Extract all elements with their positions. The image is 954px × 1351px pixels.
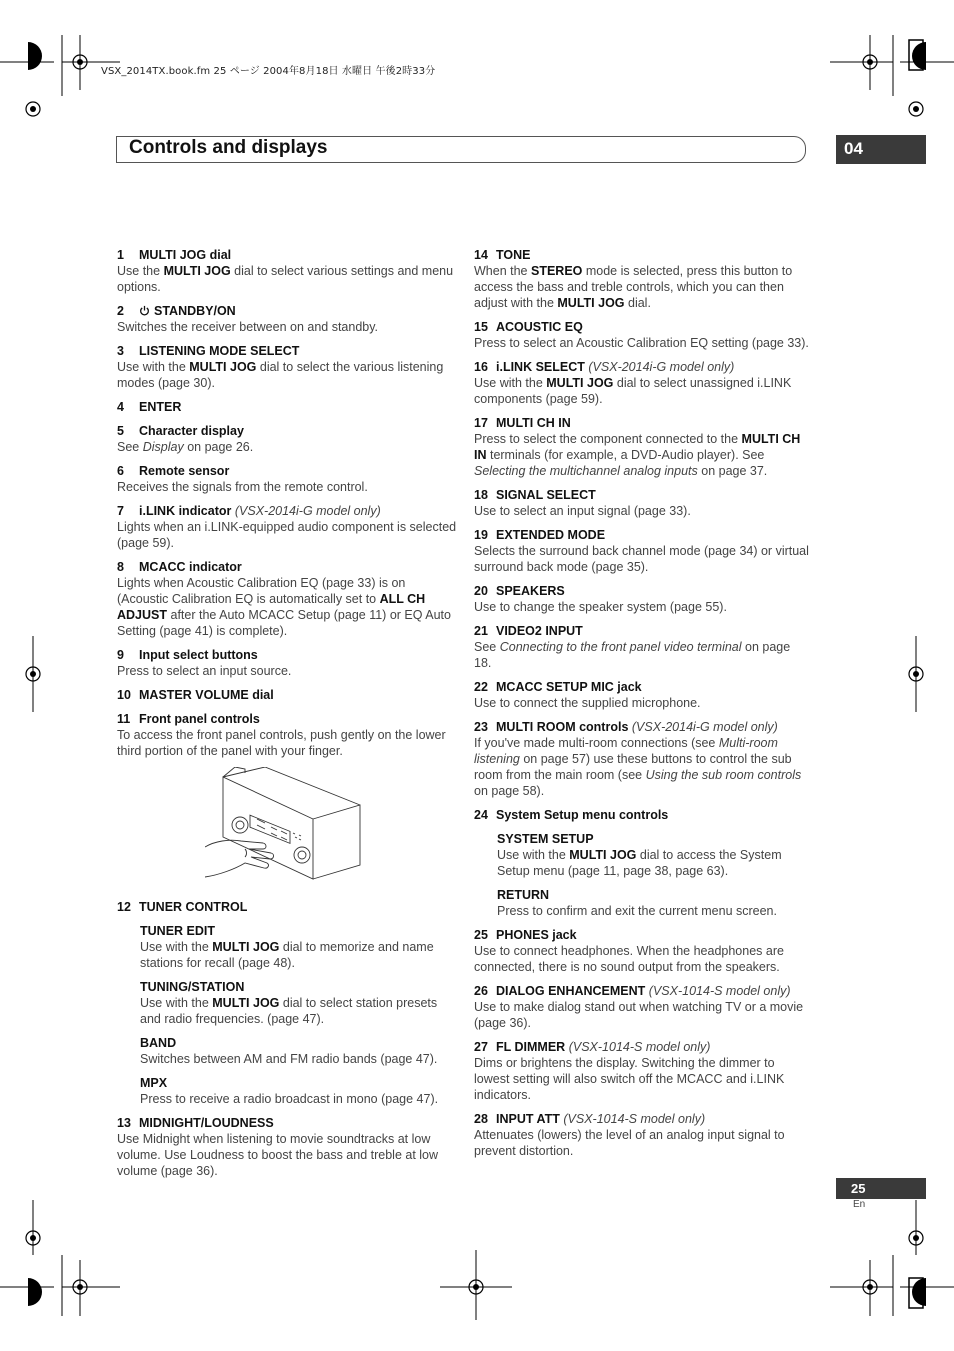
item-body: Use to connect the supplied microphone. [474,696,701,710]
item-body: Use Midnight when listening to movie soundtracks at low volume. Use Loudness to boost the bass and treble at low volume (page 36). [117,1132,439,1178]
list-item [474,1111,809,1159]
item-body: Use to make dialog stand out when watching TV or a movie (page 36). [474,1000,804,1030]
item-body: To access the front panel controls, push gently on the lower third portion of the panel with your finger. [117,728,446,758]
item-heading: Input select buttons [139,648,258,662]
sub-item [140,1035,457,1067]
sub-item-body: Use with the MULTI JOG dial to access the System Setup menu (page 11, page 38, page 63). [497,848,782,878]
item-heading: MCACC indicator [139,560,242,574]
sub-item [497,831,809,879]
item-number: 23 [474,720,488,734]
list-item [474,247,809,311]
item-number: 17 [474,416,488,430]
item-body: Use to change the speaker system (page 55). [474,600,727,614]
item-heading: STANDBY/ON [154,304,236,318]
item-heading: ACOUSTIC EQ [496,320,583,334]
list-item [117,559,457,639]
item-number: 5 [117,424,124,438]
list-item [117,711,457,759]
item-body: Dims or brightens the display. Switching the dimmer to lowest setting will also switch off the MCACC and i.LINK indicators. [474,1056,785,1102]
item-number: 18 [474,488,488,502]
item-body: Attenuates (lowers) the level of an analog input signal to prevent distortion. [474,1128,785,1158]
item-number: 26 [474,984,488,998]
sub-item-body: Switches between AM and FM radio bands (page 47). [140,1052,438,1066]
model-note: (VSX-2014i-G model only) [588,360,735,374]
item-heading: TUNER CONTROL [139,900,248,914]
standby-icon [139,305,150,316]
item-heading: Character display [139,424,244,438]
item-number: 1 [117,248,124,262]
list-item [117,647,457,679]
sub-item-heading: TUNER EDIT [140,924,215,938]
item-body: Use with the MULTI JOG dial to select unassigned i.LINK components (page 59). [474,376,792,406]
item-number: 28 [474,1112,488,1126]
item-body: Press to select an Acoustic Calibration EQ setting (page 33). [474,336,809,350]
item-number: 14 [474,248,488,262]
model-note: (VSX-2014i-G model only) [234,504,381,518]
list-item [474,359,809,407]
list-item [117,463,457,495]
item-body: If you've made multi-room connections (see Multi-room listening on page 57) use these buttons to control the sub room from the main room (see Using the sub room controls on page 58). [474,736,802,798]
item-heading: i.LINK indicator [139,504,232,518]
item-body: See Display on page 26. [117,440,254,454]
item-number: 6 [117,464,124,478]
list-item [474,679,809,711]
item-body: Use the MULTI JOG dial to select various settings and menu options. [117,264,454,294]
model-note: (VSX-2014i-G model only) [631,720,778,734]
item-heading: PHONES jack [496,928,577,942]
item-heading: DIALOG ENHANCEMENT [496,984,646,998]
sub-item-body: Use with the MULTI JOG dial to select station presets and radio frequencies. (page 47). [140,996,438,1026]
list-item [474,583,809,615]
item-heading: MULTI CH IN [496,416,571,430]
model-note: (VSX-1014-S model only) [648,984,791,998]
item-body: See Connecting to the front panel video terminal on page 18. [474,640,791,670]
item-body: Use with the MULTI JOG dial to select the various listening modes (page 30). [117,360,444,390]
item-heading: MCACC SETUP MIC jack [496,680,642,694]
item-heading: VIDEO2 INPUT [496,624,583,638]
print-header: VSX_2014TX.book.fm 25 ページ 2004年8月18日 水曜日 午後2時33分 [101,66,436,77]
item-body: When the STEREO mode is selected, press this button to access the bass and treble controls, which you can then adjust with the MULTI JOG dial. [474,264,793,310]
item-heading: System Setup menu controls [496,808,669,822]
list-item [474,487,809,519]
item-heading: SIGNAL SELECT [496,488,596,502]
right-column [474,247,809,1167]
list-item [117,247,457,295]
item-heading: SPEAKERS [496,584,565,598]
list-item [474,807,809,823]
item-number: 25 [474,928,488,942]
sub-item [140,979,457,1027]
sub-item [497,887,809,919]
list-item [474,983,809,1031]
model-note: (VSX-1014-S model only) [568,1040,711,1054]
sub-item [140,923,457,971]
list-item [117,399,457,415]
item-body: Press to select an input source. [117,664,292,678]
item-number: 20 [474,584,488,598]
sub-item-body: Press to confirm and exit the current menu screen. [497,904,777,918]
item-body: Use to select an input signal (page 33). [474,504,691,518]
item-number: 21 [474,624,488,638]
page-number-tab: 25 [836,1178,926,1199]
item-number: 15 [474,320,488,334]
item-heading: FL DIMMER [496,1040,566,1054]
list-item [117,303,457,335]
item-number: 4 [117,400,124,414]
item-body: Receives the signals from the remote control. [117,480,368,494]
chapter-title: Controls and displays [129,137,328,158]
item-heading: ENTER [139,400,182,414]
list-item [117,343,457,391]
item-heading: MASTER VOLUME dial [139,688,274,702]
list-item [474,527,809,575]
sub-item [140,1075,457,1107]
sub-item-heading: BAND [140,1036,177,1050]
item-heading: Front panel controls [139,712,260,726]
item-number: 7 [117,504,124,518]
item-heading: LISTENING MODE SELECT [139,344,300,358]
item-body: Switches the receiver between on and standby. [117,320,379,334]
item-number: 8 [117,560,124,574]
front-panel-illustration [205,767,365,885]
item-heading: Remote sensor [139,464,230,478]
item-body: Press to select the component connected to the MULTI CH IN terminals (for example, a DVD-Audio player). See Selecting the multichannel analog inputs on page 37. [474,432,801,478]
sub-item-heading: RETURN [497,888,550,902]
item-heading: MIDNIGHT/LOUDNESS [139,1116,274,1130]
item-number: 11 [117,712,131,726]
item-heading: TONE [496,248,531,262]
item-number: 22 [474,680,488,694]
list-item [117,899,457,915]
item-number: 24 [474,808,488,822]
list-item [117,1115,457,1179]
item-body: Use to connect headphones. When the headphones are connected, there is no sound output from the speakers. [474,944,784,974]
item-number: 13 [117,1116,131,1130]
item-number: 19 [474,528,488,542]
item-number: 12 [117,900,131,914]
list-item [117,687,457,703]
item-number: 9 [117,648,124,662]
item-body: Selects the surround back channel mode (page 34) or virtual surround back mode (page 35). [474,544,809,574]
list-item [474,927,809,975]
item-heading: MULTI JOG dial [139,248,232,262]
sub-item-heading: TUNING/STATION [140,980,245,994]
left-column [117,247,457,1187]
item-heading: MULTI ROOM controls [496,720,629,734]
list-item [474,623,809,671]
sub-item-body: Press to receive a radio broadcast in mono (page 47). [140,1092,439,1106]
item-number: 2 [117,304,124,318]
item-heading: i.LINK SELECT [496,360,585,374]
list-item [474,719,809,799]
item-heading: EXTENDED MODE [496,528,606,542]
item-body: Lights when an i.LINK-equipped audio component is selected (page 59). [117,520,457,550]
item-body: Lights when Acoustic Calibration EQ (page 33) is on (Acoustic Calibration EQ is automatically set to ALL CH ADJUST after the Auto MCACC Setup (page 11) or EQ Auto Setting (page 41) is complete). [117,576,451,638]
item-number: 27 [474,1040,488,1054]
item-number: 16 [474,360,488,374]
item-number: 10 [117,688,131,702]
list-item [117,423,457,455]
sub-item-body: Use with the MULTI JOG dial to memorize and name stations for recall (page 48). [140,940,434,970]
list-item [474,1039,809,1103]
sub-item-heading: MPX [140,1076,168,1090]
list-item [474,415,809,479]
list-item [117,503,457,551]
item-number: 3 [117,344,124,358]
list-item [474,319,809,351]
sub-item-heading: SYSTEM SETUP [497,832,594,846]
item-heading: INPUT ATT [496,1112,560,1126]
chapter-number-tab: 04 [836,135,926,164]
page-language: En [853,1199,866,1210]
model-note: (VSX-1014-S model only) [563,1112,706,1126]
